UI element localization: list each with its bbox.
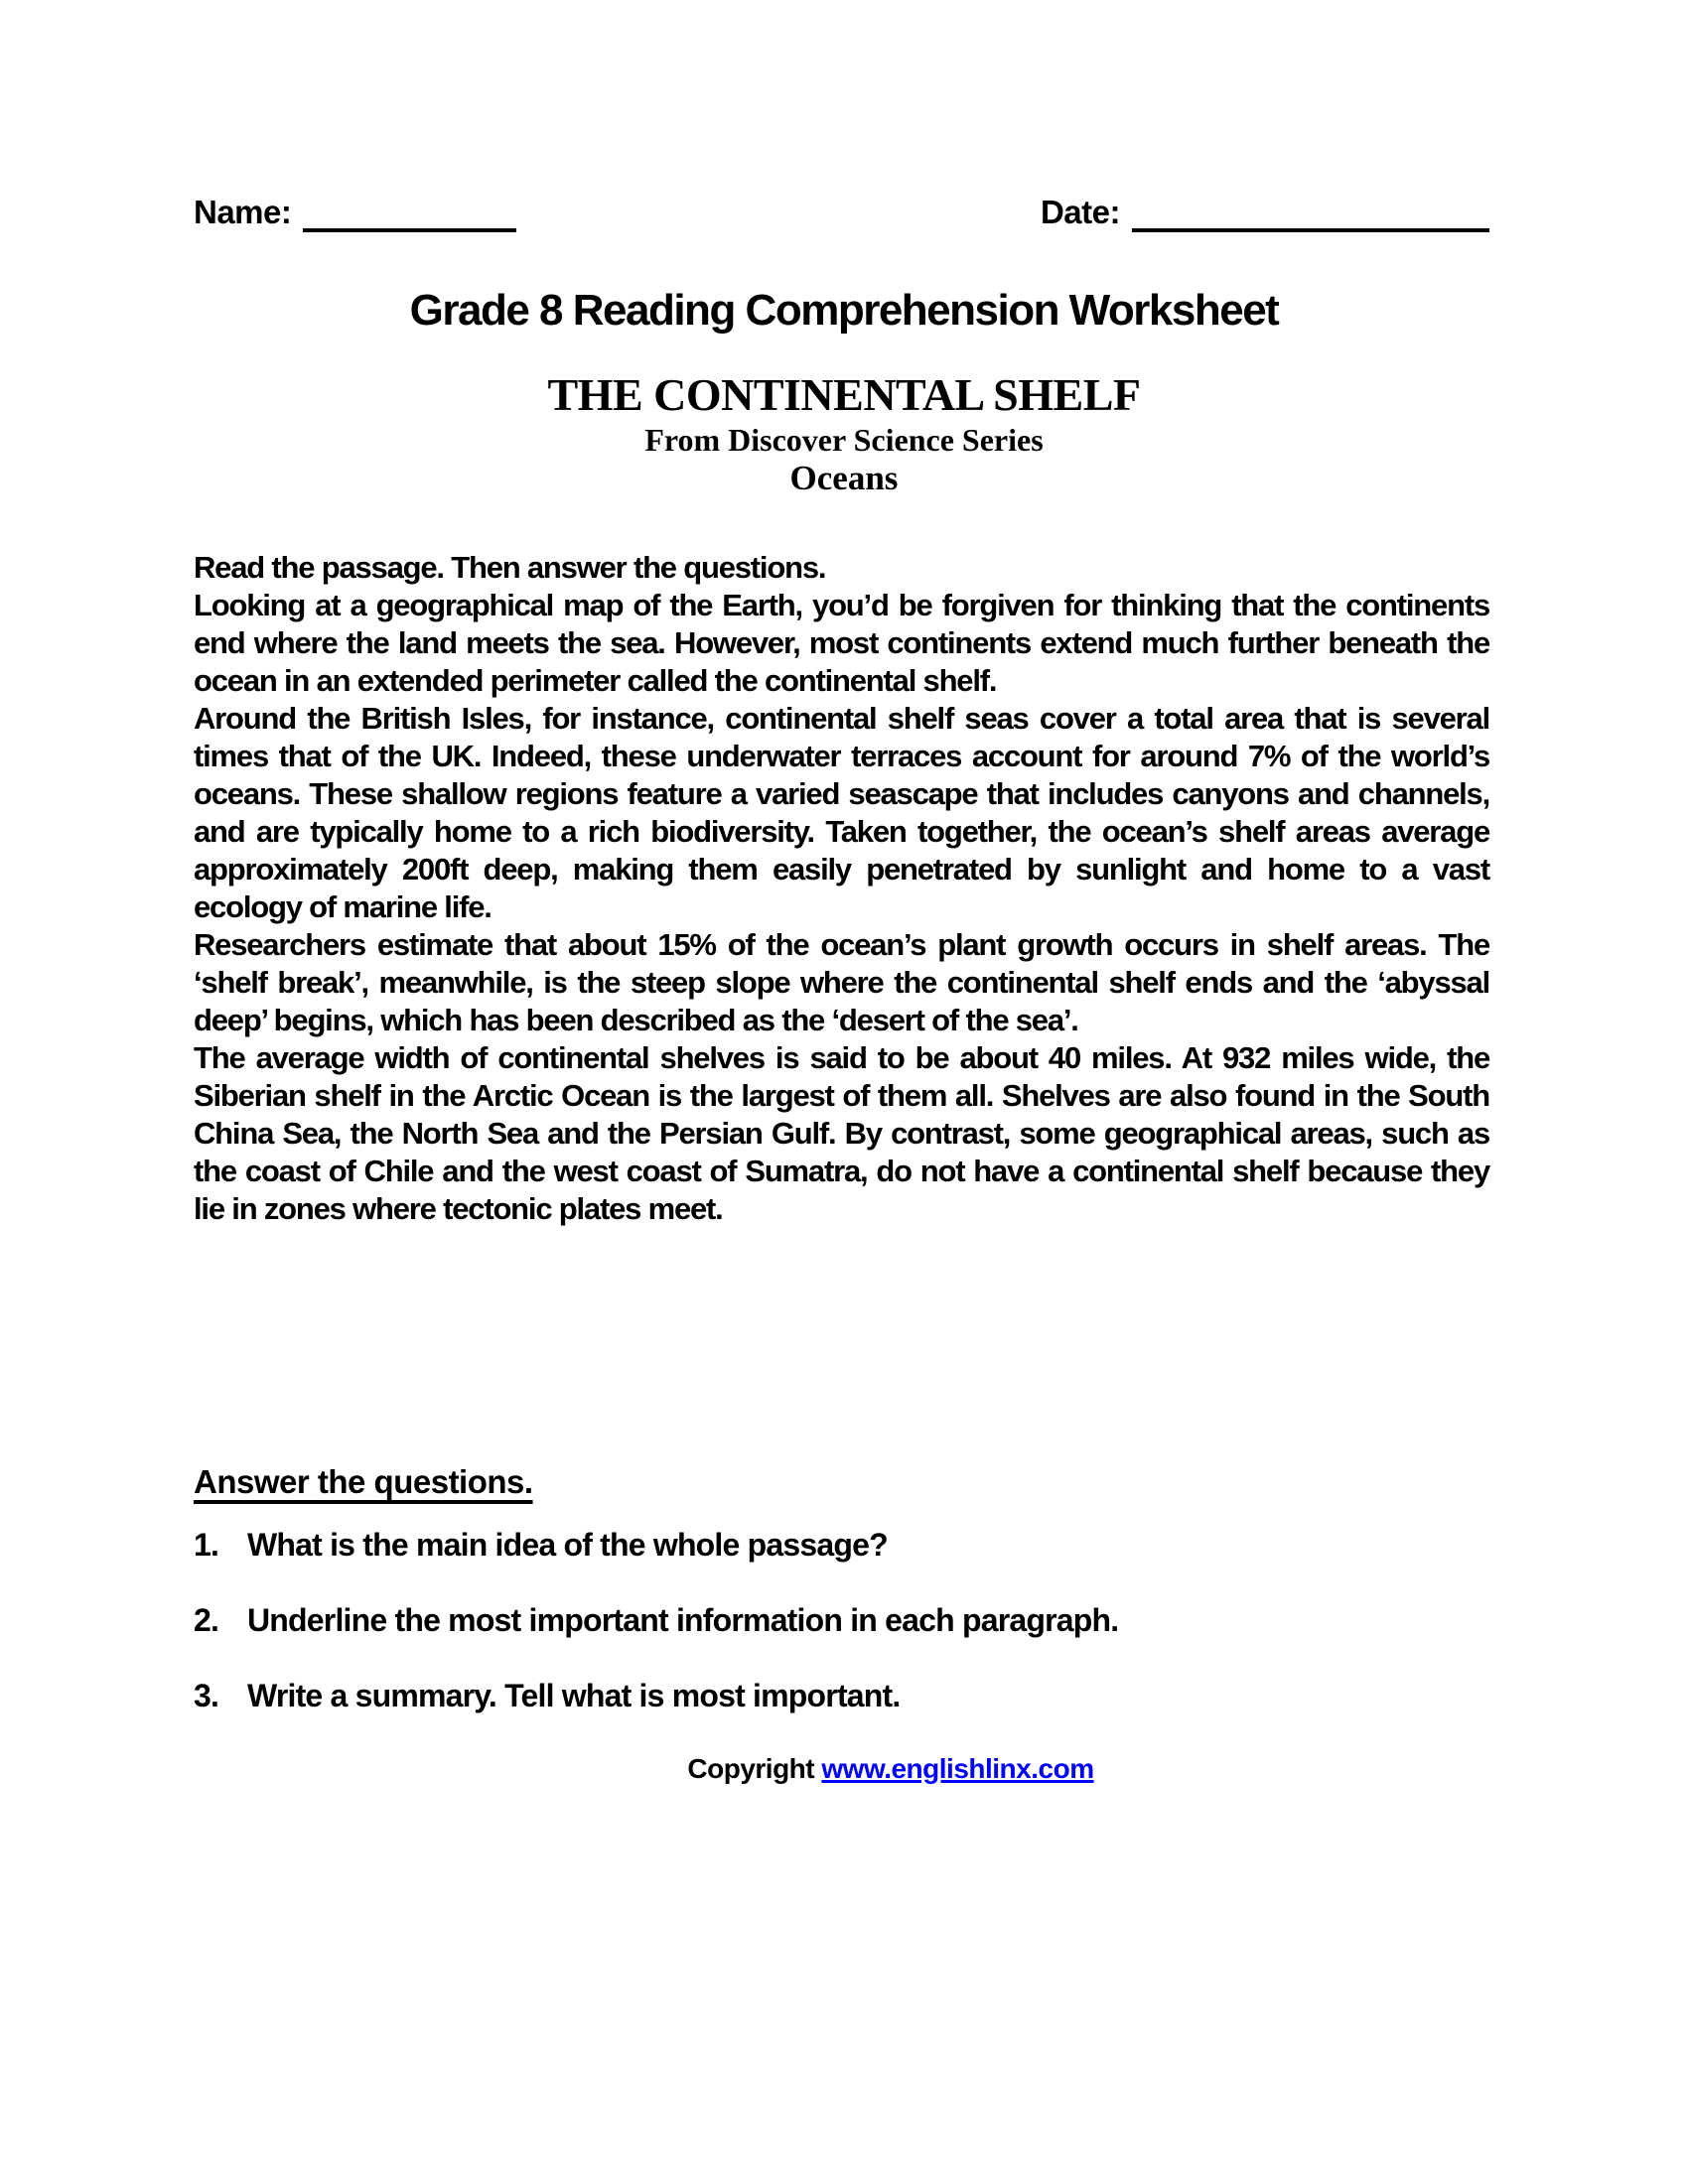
englishlinx-link[interactable]: www.englishlinx.com xyxy=(821,1753,1094,1784)
question-1-number: 1. xyxy=(194,1527,219,1563)
date-label: Date: xyxy=(1040,194,1120,230)
questions-list xyxy=(194,1526,1489,1752)
question-3-text: Write a summary. Tell what is most important. xyxy=(247,1678,901,1713)
passage-paragraph-3: Researchers estimate that about 15% of the ocean’s plant growth occurs in shelf areas. The ‘shelf break’, meanwhile, is the steep slope where the continental shelf ends and the ‘abyssal deep’ begins, which has been described as the ‘desert of the sea’. xyxy=(194,927,1489,1037)
passage-instructions: Read the passage. Then answer the questions. xyxy=(194,550,826,585)
copyright-footer xyxy=(0,1753,1688,1785)
name-label: Name: xyxy=(194,194,292,230)
question-2 xyxy=(194,1601,1489,1639)
copyright-label: Copyright xyxy=(687,1753,815,1784)
question-1 xyxy=(194,1526,1489,1564)
question-1-text: What is the main idea of the whole passage? xyxy=(247,1527,888,1563)
passage-header xyxy=(0,369,1688,498)
worksheet-title: Grade 8 Reading Comprehension Worksheet xyxy=(409,286,1279,335)
passage-paragraph-1: Looking at a geographical map of the Earth, you’d be forgiven for thinking that the continents end where the land meets the sea. However, most continents extend much further beneath the ocean in an extended perimeter called the continental shelf. xyxy=(194,588,1489,698)
date-field xyxy=(1041,191,1489,232)
name-date-row xyxy=(194,191,1489,232)
passage-body xyxy=(194,549,1489,1228)
name-blank-line xyxy=(303,191,516,232)
answer-section-heading: Answer the questions. xyxy=(194,1463,533,1500)
passage-title: THE CONTINENTAL SHELF xyxy=(547,369,1141,420)
passage-paragraph-4: The average width of continental shelves is said to be about 40 miles. At 932 miles wide, the Siberian shelf in the Arctic Ocean is the largest of them all. Shelves are also found in the South China Sea, the North Sea and the Persian Gulf. By contrast, some geographical areas, such as the coast of Chile and the west coast of Sumatra, do not have a continental shelf because they lie in zones where tectonic plates meet. xyxy=(194,1040,1489,1226)
question-3-number: 3. xyxy=(194,1678,219,1713)
name-field xyxy=(194,191,516,232)
copyright-line xyxy=(687,1753,1093,1784)
question-2-number: 2. xyxy=(194,1602,219,1638)
question-2-text: Underline the most important information in each paragraph. xyxy=(247,1602,1119,1638)
passage-paragraph-2: Around the British Isles, for instance, continental shelf seas cover a total area that is several times that of the UK. Indeed, these underwater terraces account for around 7% of the world’s oceans. These shallow regions feature a varied seascape that includes canyons and channels, and are typically home to a rich biodiversity. Taken together, the ocean’s shelf areas average approximately 200ft deep, making them easily penetrated by sunlight and home to a vast ecology of marine life. xyxy=(194,701,1489,924)
passage-source: From Discover Science Series xyxy=(644,422,1044,458)
date-blank-line xyxy=(1132,191,1489,232)
question-3 xyxy=(194,1677,1489,1714)
passage-topic: Oceans xyxy=(789,459,899,497)
